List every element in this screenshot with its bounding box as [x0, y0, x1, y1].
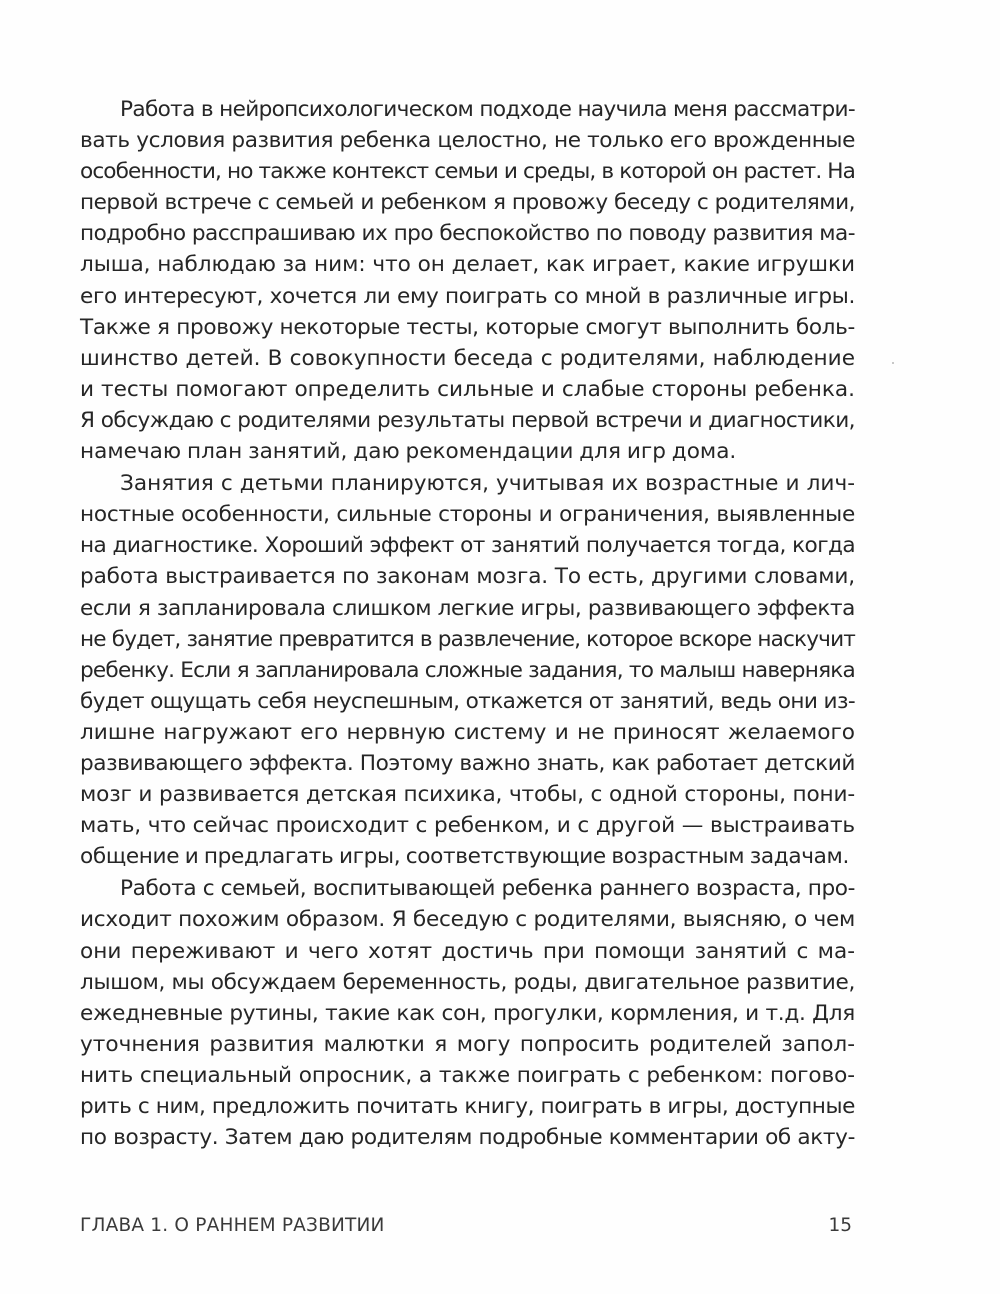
text-line: если я запланировала слишком легкие игры, развивающего эффекта	[80, 595, 855, 621]
text-line: ежедневные рутины, такие как сон, прогулки, кормления, и т.д. Для	[80, 1000, 855, 1026]
text-line: особенности, но также контекст семьи и среды, в которой он растет. На	[80, 159, 855, 185]
text-line: ностные особенности, сильные стороны и ограничения, выявленные	[80, 502, 855, 528]
text-line: ребенку. Если я запланировала сложные задания, то малыш наверняка	[80, 657, 855, 683]
text-line: намечаю план занятий, даю рекомендации для игр дома.	[80, 439, 737, 465]
text-line: мать, что сейчас происходит с ребенком, и с другой — выстраивать	[80, 813, 855, 839]
text-line: лыша, наблюдаю за ним: что он делает, как играет, какие игрушки	[80, 252, 855, 278]
body-text	[80, 94, 855, 1153]
page-number: 15	[828, 1215, 852, 1236]
text-line: не будет, занятие превратится в развлечение, которое вскоре наскучит	[80, 626, 855, 652]
text-line: развивающего эффекта. Поэтому важно знать, как работает детский	[80, 750, 855, 776]
text-line: его интересуют, хочется ли ему поиграть со мной в различные игры.	[80, 283, 855, 309]
text-line: будет ощущать себя неуспешным, откажется от занятий, ведь они из-	[80, 688, 855, 714]
running-footer-chapter: ГЛАВА 1. О РАННЕМ РАЗВИТИИ	[80, 1215, 385, 1236]
text-line: нить специальный опросник, а также поиграть с ребенком: погово-	[80, 1062, 855, 1088]
text-line: Также я провожу некоторые тесты, которые смогут выполнить боль-	[80, 314, 855, 340]
text-line: общение и предлагать игры, соответствующие возрастным задачам.	[80, 844, 849, 870]
text-line: первой встрече с семьей и ребенком я провожу беседу с родителями,	[80, 190, 855, 216]
text-line: исходит похожим образом. Я беседую с родителями, выясняю, о чем	[80, 907, 855, 933]
text-line: рить с ним, предложить почитать книгу, поиграть в игры, доступные	[80, 1094, 855, 1119]
text-line: уточнения развития малютки я могу попросить родителей запол-	[80, 1031, 855, 1057]
paragraph-3	[80, 873, 855, 1153]
text-line: работа выстраивается по законам мозга. То есть, другими словами,	[80, 564, 855, 590]
text-line: на диагностике. Хороший эффект от занятий получается тогда, когда	[80, 533, 855, 559]
text-line: вать условия развития ребенка целостно, не только его врожденные	[80, 128, 855, 154]
paragraph-1	[80, 94, 855, 467]
text-line: по возрасту. Затем даю родителям подробные комментарии об акту-	[80, 1125, 855, 1151]
paragraph-2	[80, 468, 855, 872]
text-line: подробно расспрашиваю их про беспокойство по поводу развития ма-	[80, 221, 855, 247]
text-line: Занятия с детьми планируются, учитывая их возрастные и лич-	[120, 471, 855, 497]
text-line: Работа с семьей, воспитывающей ребенка раннего возраста, про-	[120, 876, 855, 902]
text-line: Я обсуждаю с родителями результаты первой встречи и диагностики,	[80, 407, 855, 433]
text-line: они переживают и чего хотят достичь при помощи занятий с ма-	[80, 938, 855, 964]
text-line: Работа в нейропсихологическом подходе научила меня рассматри-	[120, 97, 855, 122]
text-line: лишне нагружают его нервную систему и не приносят желаемого	[80, 719, 855, 745]
text-line: лышом, мы обсуждаем беременность, роды, двигательное развитие,	[80, 969, 855, 995]
text-line: шинство детей. В совокупности беседа с родителями, наблюдение	[80, 345, 855, 371]
text-line: и тесты помогают определить сильные и слабые стороны ребенка.	[80, 376, 855, 402]
paper-speck	[892, 362, 894, 364]
text-line: мозг и развивается детская психика, чтобы, с одной стороны, пони-	[80, 782, 855, 808]
